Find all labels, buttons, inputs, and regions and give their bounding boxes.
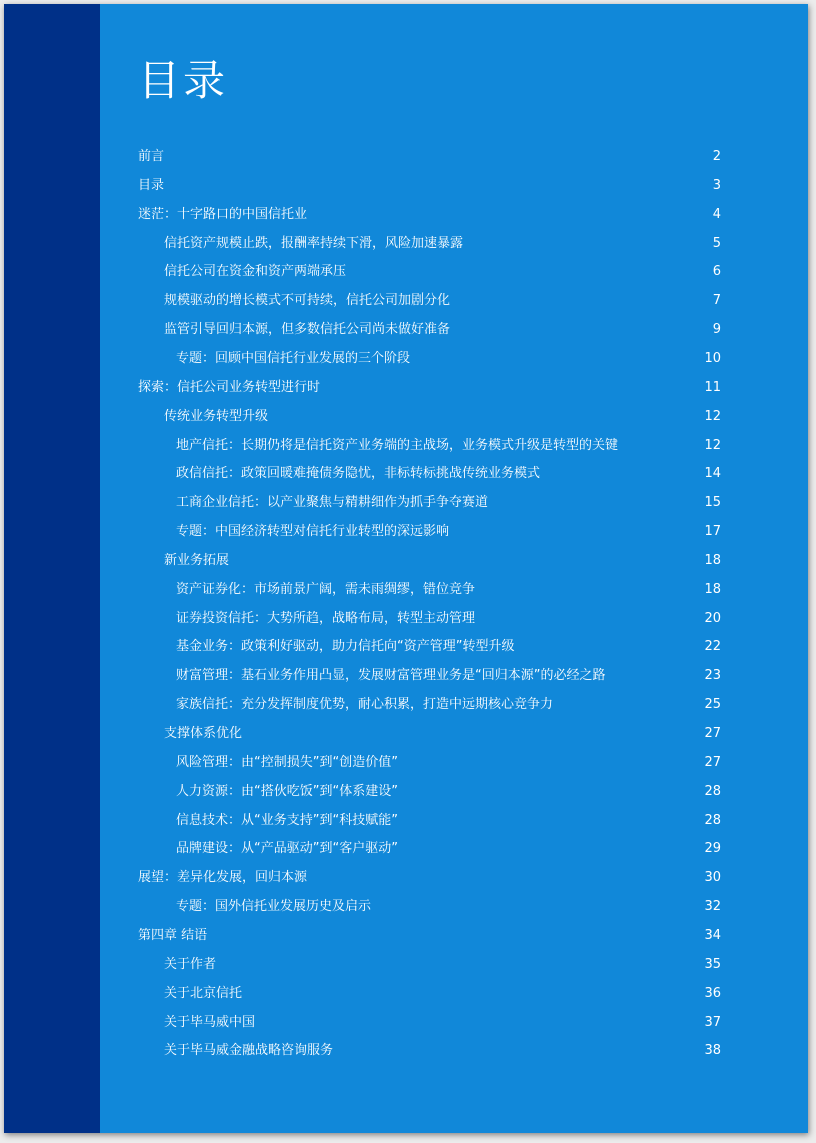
toc-entry-title: 人力资源：由“搭伙吃饭”到“体系建设” [176, 783, 398, 799]
toc-entry-title: 资产证券化：市场前景广阔，需未雨绸缪，错位竞争 [176, 581, 476, 597]
toc-page-number: 22 [704, 639, 721, 655]
toc-entry-title: 展望：差异化发展，回归本源 [138, 870, 308, 886]
toc-page-number: 20 [704, 610, 721, 626]
toc-page-number: 4 [712, 206, 721, 222]
toc-entry[interactable] [164, 258, 721, 286]
toc-page-number: 14 [704, 466, 721, 482]
toc-page-number: 29 [704, 841, 721, 857]
toc-page-number: 17 [704, 524, 721, 540]
toc-entry-title: 关于毕马威金融战略咨询服务 [164, 1043, 334, 1059]
toc-entry-title: 关于毕马威中国 [164, 1014, 256, 1030]
toc-entry[interactable] [138, 374, 721, 402]
toc-entry-title: 前言 [138, 149, 165, 164]
toc-page-number: 30 [704, 870, 721, 886]
toc-entry[interactable] [138, 201, 721, 229]
toc-entry-title: 信托公司在资金和资产两端承压 [164, 264, 347, 280]
toc-page-number: 2 [712, 149, 721, 164]
toc-entry[interactable] [164, 316, 721, 344]
toc-entry-title: 家族信托：充分发挥制度优势，耐心积累，打造中远期核心竞争力 [176, 697, 554, 713]
toc-page-number: 6 [712, 264, 721, 280]
document-page [4, 4, 808, 1133]
toc-page-number: 18 [704, 581, 721, 597]
toc-entry-title: 迷茫：十字路口的中国信托业 [138, 206, 308, 222]
toc-entry[interactable] [164, 1009, 721, 1037]
toc-page-number: 12 [704, 437, 721, 453]
toc-page-number: 27 [704, 754, 721, 770]
toc-page-number: 3 [712, 177, 721, 193]
toc-page-number: 34 [704, 927, 721, 943]
toc-entry[interactable] [176, 576, 721, 604]
toc-page-number: 11 [704, 379, 721, 395]
toc-entry[interactable] [176, 460, 721, 488]
toc-page-number: 27 [704, 726, 721, 741]
toc-entry-title: 监管引导回归本源，但多数信托公司尚未做好准备 [164, 322, 451, 338]
toc-entry[interactable] [164, 951, 721, 979]
toc-page-number: 38 [704, 1043, 721, 1059]
toc-entry-title: 地产信托：长期仍将是信托资产业务端的主战场，业务模式升级是转型的关键 [176, 437, 619, 453]
toc-entry[interactable] [138, 864, 721, 892]
page-title: 目录 [138, 56, 229, 105]
toc-entry[interactable] [176, 662, 721, 690]
toc-entry[interactable] [164, 230, 721, 258]
toc-page-number: 36 [704, 985, 721, 1001]
toc-entry-title: 信息技术：从“业务支持”到“科技赋能” [176, 812, 398, 828]
toc-entry[interactable] [164, 1037, 721, 1065]
toc-page-number: 28 [704, 812, 721, 828]
toc-entry-title: 证券投资信托：大势所趋，战略布局，转型主动管理 [176, 610, 476, 626]
toc-entry-title: 品牌建设：从“产品驱动”到“客户驱动” [176, 841, 398, 857]
toc-page-number: 10 [704, 350, 721, 366]
toc-entry-title: 财富管理：基石业务作用凸显，发展财富管理业务是“回归本源”的必经之路 [176, 668, 606, 684]
toc-entry-title: 支撑体系优化 [164, 726, 243, 741]
toc-entry[interactable] [176, 489, 721, 517]
toc-entry-title: 基金业务：政策利好驱动，助力信托向“资产管理”转型升级 [176, 639, 515, 655]
toc-page-number: 35 [704, 956, 721, 972]
toc-entry-title: 工商企业信托：以产业聚焦与精耕细作为抓手争夺赛道 [176, 495, 489, 511]
toc-entry[interactable] [164, 720, 721, 748]
toc-entry[interactable] [176, 835, 721, 863]
toc-page-number: 7 [712, 293, 721, 309]
toc-entry[interactable] [164, 547, 721, 575]
toc-page-number: 37 [704, 1014, 721, 1030]
toc-page-number: 5 [712, 235, 721, 251]
toc-entry-title: 关于作者 [164, 956, 217, 972]
toc-page-number: 18 [704, 552, 721, 568]
toc-entry[interactable] [138, 922, 721, 950]
toc-entry[interactable] [176, 749, 721, 777]
toc-entry[interactable] [176, 893, 721, 921]
toc-entry-title: 专题：回顾中国信托行业发展的三个阶段 [176, 350, 411, 366]
toc-entry-title: 关于北京信托 [164, 985, 243, 1001]
toc-entry[interactable] [176, 518, 721, 546]
toc-entry[interactable] [176, 432, 721, 460]
toc-entry[interactable] [164, 287, 721, 315]
toc-page-number: 23 [704, 668, 721, 684]
toc-entry[interactable] [176, 633, 721, 661]
toc-entry-title: 第四章 结语 [138, 927, 208, 943]
toc-entry-title: 传统业务转型升级 [164, 408, 269, 424]
toc-entry[interactable] [176, 778, 721, 806]
toc-entry-title: 规模驱动的增长模式不可持续，信托公司加剧分化 [164, 293, 451, 309]
toc-entry[interactable] [176, 605, 721, 633]
toc-entry[interactable] [164, 980, 721, 1008]
toc-entry-title: 探索：信托公司业务转型进行时 [138, 379, 321, 395]
toc-entry[interactable] [176, 345, 721, 373]
toc-page-number: 28 [704, 783, 721, 799]
toc-entry-title: 政信信托：政策回暖难掩债务隐忧，非标转标挑战传统业务模式 [176, 466, 541, 482]
side-band [4, 4, 100, 1133]
toc-entry-title: 专题：中国经济转型对信托行业转型的深远影响 [176, 524, 450, 540]
toc-entry-title: 风险管理：由“控制损失”到“创造价值” [176, 754, 398, 770]
toc-entry[interactable] [138, 172, 721, 200]
toc-page-number: 32 [704, 899, 721, 915]
toc-page-number: 12 [704, 408, 721, 424]
toc-entry-title: 信托资产规模止跌，报酬率持续下滑，风险加速暴露 [164, 235, 464, 251]
toc-entry[interactable] [164, 403, 721, 431]
toc-entry[interactable] [176, 691, 721, 719]
toc-entry[interactable] [176, 807, 721, 835]
toc-page-number: 15 [704, 495, 721, 511]
toc-entry-title: 目录 [138, 177, 165, 193]
toc-entry-title: 专题：国外信托业发展历史及启示 [176, 899, 372, 915]
toc-entry-title: 新业务拓展 [164, 552, 230, 568]
toc-page-number: 9 [712, 322, 721, 338]
toc-entry[interactable] [138, 143, 721, 171]
toc-page-number: 25 [704, 697, 721, 713]
